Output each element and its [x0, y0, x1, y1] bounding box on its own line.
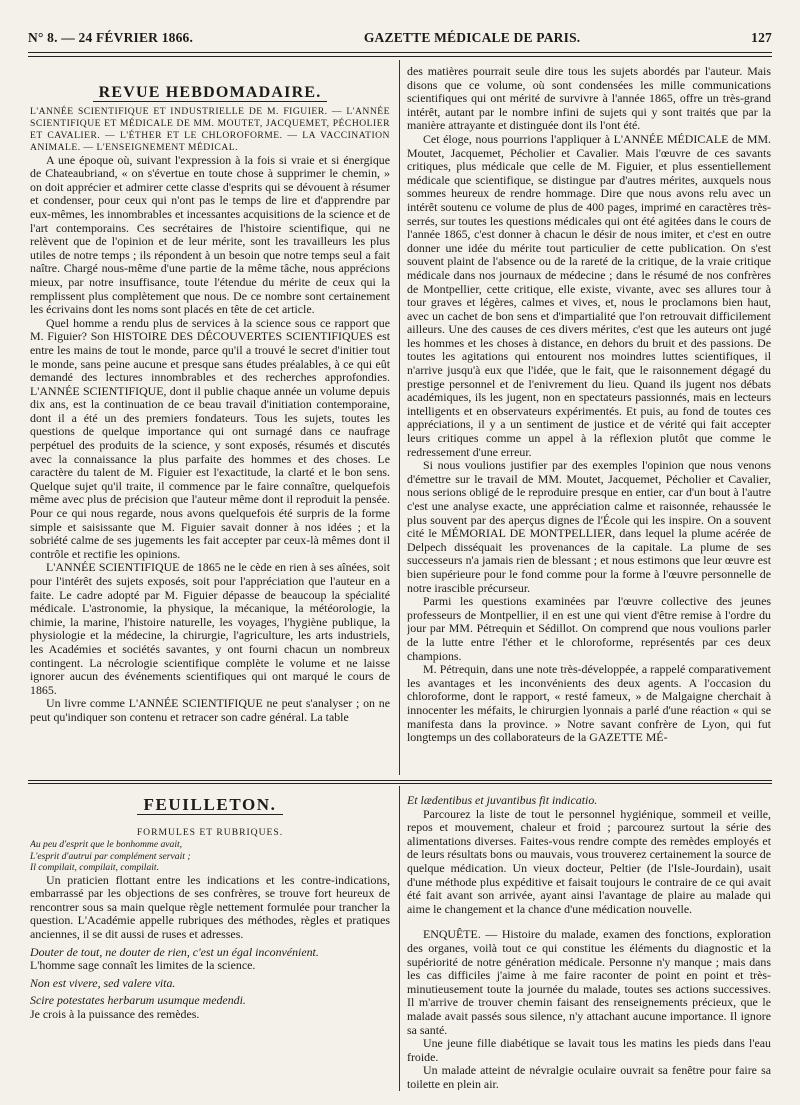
maxim-latin: Scire potestates herbarum usumque medendi.: [30, 993, 246, 1008]
feuilleton-paragraph: Parcourez la liste de tout le personnel hygiénique, sommeil et veille, repos et mouvement, chaleur et froid ; parcourez surtout la série des alimentations diverses. Faites-vous rendre compte des remèdes employés et de leurs résultats bons ou mauvais, vous trouverez certainement la source de quelque médication. Un vieux docteur, Peltier (de l'Isle-Jourdain), usait d'une méthode plus expéditive et faisait toujours le contraire de ce qui avait été fait avant son arrivée, ayant ainsi l'avantage de plaire au malade qui aime le changement et la chance d'une médication nouvelle.: [407, 806, 771, 916]
revue-summary: L'ANNÉE SCIENTIFIQUE ET INDUSTRIELLE DE M. FIGUIER. — L'ANNÉE SCIENTIFIQUE ET MÉDICALE DE MM. MOUTET, JACQUEMET, PÉCHOLIER ET CAVALIER. — L'ÉTHER ET LE CHLOROFORME. — LA VACCINATION ANIMALE. — L'ENSEIGNEMENT MÉDICAL.: [30, 105, 390, 153]
revue-paragraph: A une époque où, suivant l'expression à la fois si vraie et si énergique de Chateaubriand, « on s'évertue en toute chose à supprimer le chemin, » on doit apprécier et admirer cette classe d'esprits qui se dévouent à résumer et condenser, pour ceux qui n'ont pas le temps de lire et d'apprendre par eux-mêmes, les innombrables et incessantes acquisitions de la science et de l'art contemporains. Ces secrétaires de l'histoire scientifique, qui ne relèvent que de l'opinion et de leur mérite, sont les travailleurs les plus utiles de notre temps ; ils répondent à un besoin que notre temps seul a fait naître. Chargé nous-même d'une partie de la même tâche, nous apprécions mieux, par notre insuffisance, toute l'étendue du mérite de ceux qui la remplissent plus complètement que nous. De ce nombre sont certainement les écrivains dont les noms sont placés en tête de cet article.: [30, 152, 390, 317]
column-divider-top: [399, 60, 400, 775]
maxim-french: L'homme sage connaît les limites de la science.: [30, 958, 256, 973]
feuilleton-rule: [28, 780, 772, 781]
revue-paragraph: Un livre comme L'ANNÉE SCIENTIFIQUE ne peut s'analyser ; on ne peut qu'indiquer son contenu et retracer son cadre général. La table: [30, 696, 390, 724]
feuilleton-title: FEUILLETON.: [30, 798, 390, 812]
column-divider-bottom: [399, 786, 400, 1091]
enquete-text: — Histoire du malade, examen des fonctions, exploration des organes, voilà tout ce qui constitue les éléments du diagnostic et la supériorité de notre génération médicale. Personne n'y manque ; mais dans les cas difficiles j'aime à me faire raconter de point en point et très-minutieusement toute la journée du malade, toutes ses actions successives. Il m'arrive de trouver chemin faisant des renseignements précieux, que le malade avait passés sous silence, n'y attachant aucune importance. Il ignore sa santé.: [407, 927, 771, 1037]
revue-paragraph: M. Pétrequin, dans une note très-développée, a rappelé comparativement les avantages et les inconvénients des deux agents. A l'occasion du chloroforme, dont le rapport, « resté fameux, » de Malgaigne cherchait à innocenter les méfaits, le chirurgien lyonnais a parlé d'une réaction « qui se manifesta dans la province. » Notre savant confrère de Lyon, qui fut longtemps un des collaborateurs de la GAZETTE MÉ-: [407, 662, 771, 745]
revue-paragraph: Parmi les questions examinées par l'œuvre collective des jeunes professeurs de Montpellier, il en est une qui vient d'être remise à l'ordre du jour par MM. Pétrequin et Sédillot. On comprend que nous voulions parler de la lutte entre l'éther et le chloroforme, représentés par ces deux champions.: [407, 594, 771, 663]
header-rule: [28, 52, 772, 53]
revue-paragraph: L'ANNÉE SCIENTIFIQUE de 1865 ne le cède en rien à ses aînées, soit pour l'intérêt des sujets exposés, soit pour l'appréciation que l'auteur en a faite. Le cadre adopté par M. Figuier dépasse de beaucoup la spécialité médicale. L'astronomie, la physique, la mécanique, la météorologie, la chimie, la marine, l'histoire naturelle, les voyages, l'hygiène publique, la physiologie et la médecine, la chirurgie, l'agriculture, les arts industriels, les Académies et sociétés savantes, y ont fourni chacun un nombreux contingent. La nécrologie scientifique complète le volume et ne laisse ignorer aucun des événements scientifiques qui ont marqué le cours de 1865.: [30, 560, 390, 697]
revue-left-column: [30, 82, 390, 772]
feuilleton-left-column: [30, 790, 390, 1090]
revue-paragraph: Si nous voulions justifier par des exemples l'opinion que nous venons d'émettre sur le travail de MM. Moutet, Jacquemet, Pécholier et Cavalier, nous serions obligé de le reproduire presque en entier, car d'un bout à l'autre c'est une analyse exacte, une appréciation calme et raisonnée, rehaussée le plus souvent par des aperçus dignes de l'École qui les inspire. On a souvent cité le MÉMORIAL DE MONTPELLIER, dans lequel la plume acérée de Delpech disséquait les provenances de la capitale. La plume de ses successeurs n'a jamais rien de blessant ; et nous estimons que leur œuvre est bien supérieure pour le fond comme pour la forme à l'œuvre personnelle de notre irascible précurseur.: [407, 458, 771, 595]
epigraph-line: Il compilait, compilait, compilait.: [30, 862, 159, 874]
feuilleton-paragraph: Une jeune fille diabétique se lavait tous les matins les pieds dans l'eau froide.: [407, 1036, 771, 1064]
enquete-paragraph: [407, 928, 771, 1037]
revue-paragraph: Cet éloge, nous pourrions l'appliquer à L'ANNÉE MÉDICALE de MM. Moutet, Jacquemet, Pécholier et Cavalier. Mais l'œuvre de ces savants critiques, plus médicale que celle de M. Figuier, et plus essentiellement médicale que scientifique, se distingue par d'autres mérites, auxquels nous sommes heureux de rendre hommage. Dire que nous avons relu avec un intérêt soutenu ce volume de plus de 400 pages, imprimé en caractères très-serrés, sur toutes les questions médicales qui ont été agitées dans le cours de l'année 1865, c'est donner à chacun le désir de nous imiter, et c'est en outre donner une idée du mérite tout particulier de cette publication. On s'est souvent plaint de l'absence ou de la rareté de la critique, de la vraie critique médicale dans nos journaux de médecine ; dans le résumé de nos confrères de Montpellier, cette critique, elle existe, vivante, avec ses allures tour à tour graves et légères, calmes et vives, et, nous le proclamons bien haut, avec un cachet de bon sens et d'impartialité que l'on retrouvait difficilement ailleurs. Une des causes de ces divers mérites, c'est que les auteurs ont jugé les hommes et les choses à distance, en dehors du bruit et des passions. De toutes les agitations qui entourent nos moindres luttes scientifiques, il n'arrive jusqu'à eux que l'idée, que le fait, que le raisonnement dégagé du prestige personnel et de l'enivrement du lieu. Quand ils jugent nos débats académiques, ils les jugent, non en spectateurs passionnés, mais en lecteurs intelligents et en observateurs expérimentés. Et puis, au fond de toutes ces appréciations, il y a un sentiment de justice et de vérité qui fait accepter leurs critiques comme un appel à la réflexion plutôt que comme le redressement d'une erreur.: [407, 131, 771, 459]
feuilleton-rule-thin: [28, 783, 772, 784]
feuilleton-right-column: [407, 790, 771, 1090]
epigraph-line: Au peu d'esprit que le bonhomme avait,: [30, 839, 183, 851]
maxim-latin: Et lædentibus et juvantibus fit indicatio.: [407, 793, 598, 807]
feuilleton-paragraph: Un malade atteint de névralgie oculaire ouvrait sa fenêtre pour faire sa toilette en plein air.: [407, 1063, 771, 1090]
feuilleton-subtitle: FORMULES ET RUBRIQUES.: [136, 826, 284, 838]
page-number: 127: [751, 30, 772, 45]
maxim-latin: Douter de tout, ne douter de rien, c'est un égal inconvénient.: [30, 944, 319, 959]
revue-paragraph: Quel homme a rendu plus de services à la science sous ce rapport que M. Figuier? Son HISTOIRE DES DÉCOUVERTES SCIENTIFIQUES est entre les mains de tout le monde, parce qu'il a trouvé le secret d'initier tout le monde, sans peine aucune et presque sans études préalables, à ce qui eût demandé des lectures innombrables et des recherches approfondies. L'ANNÉE SCIENTIFIQUE, dont il publie chaque année un volume depuis dix ans, est la continuation de ce beau travail d'initiation contemporaine, dont il a été un des premiers fondateurs. Tous les sujets, toutes les questions de quelque importance qui ont surnagé dans ce naufrage perpétuel des produits de la science, y sont exposés, résumés et discutés avec la connaissance la plus parfaite des hommes et des choses. Le caractère du talent de M. Figuier est l'exactitude, la clarté et le bon sens. Quelque sujet qu'il traite, il commence par le faire connaître, quelquefois même avec plus de précision que l'auteur même dont il reproduit la pensée. Pour ce qui nous regarde, nous avons quelquefois été surpris de la forme simple et saisissante que M. Figuier savait donner à nos idées ; et la sobriété calme de ses jugements les fait accepter par ceux-là mêmes dont il contrôle et rectifie les opinions.: [30, 315, 390, 561]
maxim-latin: Non est vivere, sed valere vita.: [30, 975, 176, 990]
header-rule-thin: [28, 56, 772, 57]
epigraph-line: L'esprit d'autrui par complément servait ;: [30, 850, 191, 862]
enquete-label: ENQUÊTE.: [423, 927, 481, 942]
journal-title: GAZETTE MÉDICALE DE PARIS.: [363, 30, 581, 45]
running-header: [28, 30, 772, 50]
revue-right-column: [407, 65, 771, 775]
maxim-french: Je crois à la puissance des remèdes.: [30, 1007, 200, 1022]
issue-date: N° 8. — 24 FÉVRIER 1866.: [28, 30, 194, 45]
feuilleton-paragraph: Un praticien flottant entre les indications et les contre-indications, embarrassé par les objections de ses confrères, se trouve fort heureux de rencontrer sous sa main quelque règle nettement formulée pour trancher la question. L'Académie appelle rubriques des méthodes, règles et pratiques anciennes, il se dit aussi de ruses et adresses.: [30, 872, 390, 942]
revue-title: REVUE HEBDOMADAIRE.: [30, 86, 390, 100]
epigraph: [30, 839, 390, 874]
revue-paragraph-continued: des matières pourrait seule dire tous les sujets abordés par l'auteur. Mais disons que ce volume, où sont condensées les mille communications scientifiques qui ont mérité de survivre à l'année 1865, offre un très-grand intérêt, autant par le nombre infini de sujets qui y sont traités que par la manière attrayante et distinguée dont ils l'ont été.: [407, 65, 771, 133]
